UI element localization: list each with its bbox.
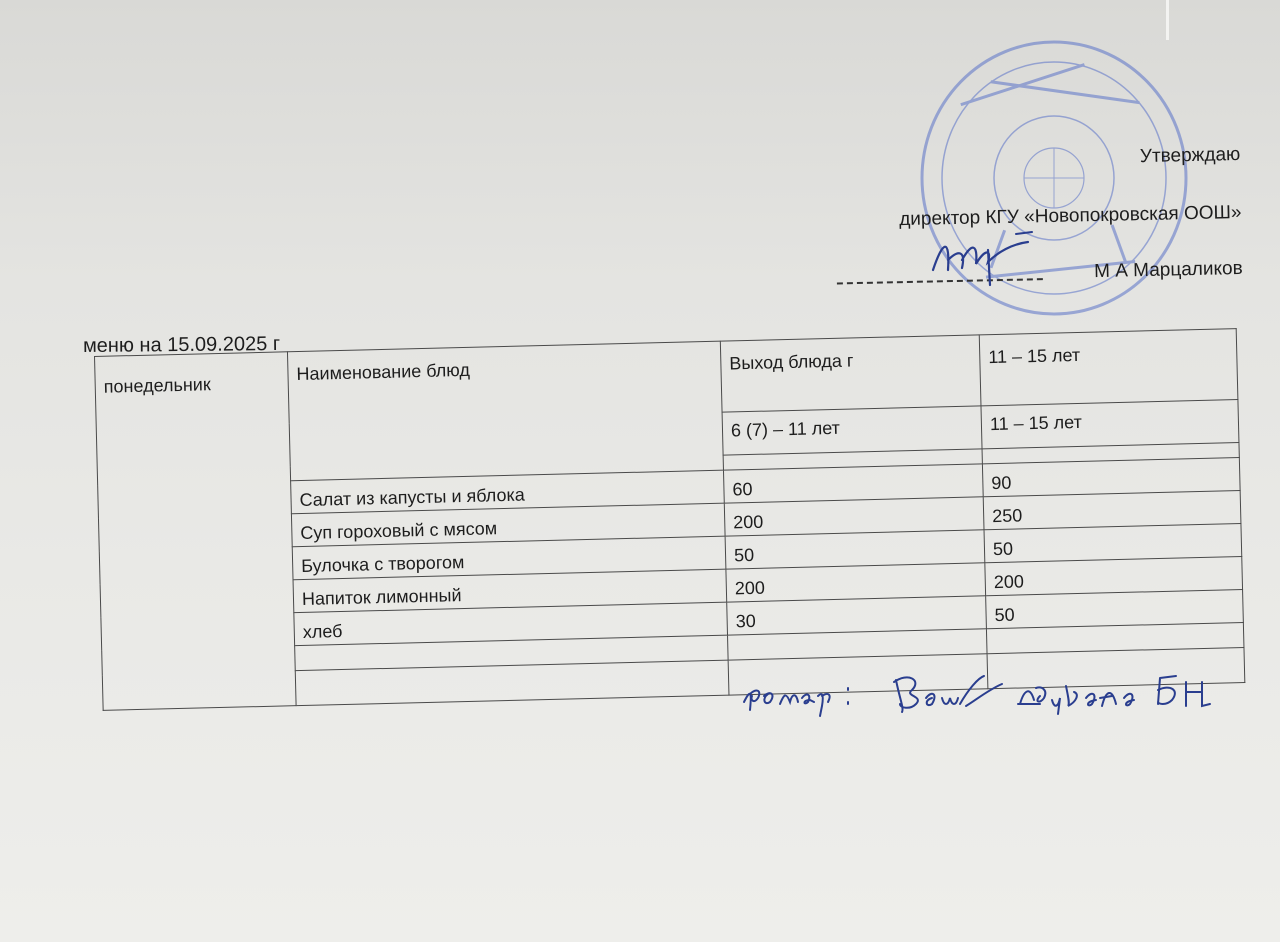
column-header-age-top: 11 – 15 лет [979,329,1238,406]
document-title: меню на 15.09.2025 г [82,332,281,358]
portion-11-15: 50 [984,524,1242,563]
approval-signatory: М А Марцаликов [1093,257,1243,283]
portion-6-11: 30 [727,596,987,635]
portion-11-15: 50 [986,590,1244,629]
day-of-week: понедельник [95,352,297,711]
column-header-age-group-2: 11 – 15 лет [981,400,1239,449]
dish-name: Булочка с творогом [292,536,726,580]
dish-name: хлеб [294,602,728,646]
portion-6-11: 50 [725,530,985,569]
paper-edge [1166,0,1169,40]
portion-11-15: 250 [983,491,1241,530]
column-header-output: Выход блюда г [720,335,981,412]
column-header-name: Наименование блюд [287,341,723,481]
director-signature [928,230,1038,290]
dish-name: Суп гороховый с мясом [291,503,725,547]
portion-6-11: 200 [726,563,986,602]
approval-director-position: директор КГУ «Новопокровская ООШ» [899,201,1242,231]
menu-table [94,328,1245,711]
portion-11-15: 90 [982,458,1240,497]
column-header-age-group-1: 6 (7) – 11 лет [722,406,982,455]
portion-11-15: 200 [985,557,1243,596]
portion-6-11: 200 [724,497,984,536]
cook-handwritten-signature [740,660,1240,720]
approval-title: Утверждаю [1139,143,1241,168]
portion-6-11: 60 [723,464,983,503]
dish-name: Напиток лимонный [293,569,727,613]
dish-name: Салат из капусты и яблока [291,470,725,514]
